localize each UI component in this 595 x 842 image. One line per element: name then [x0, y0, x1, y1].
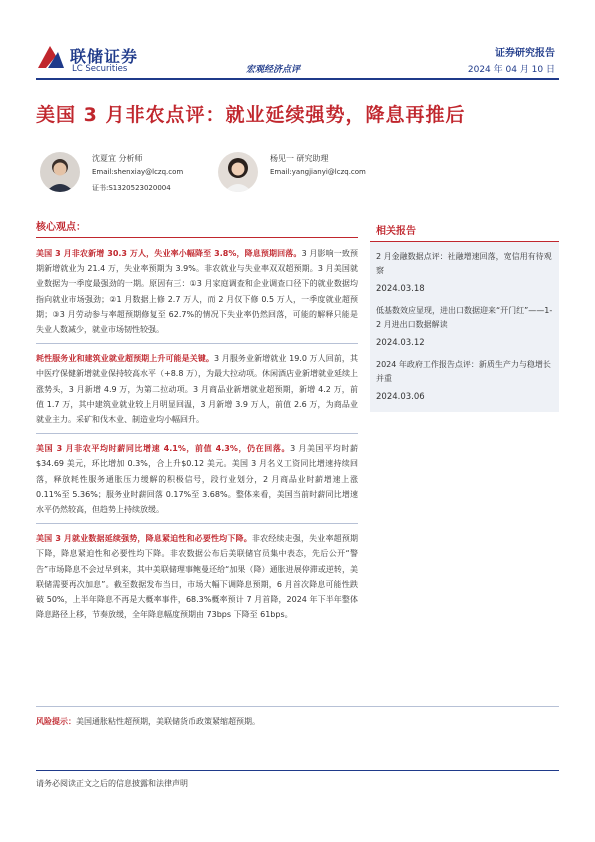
risk-warning: [36, 716, 559, 727]
core-views-section: [36, 218, 358, 622]
analyst-1-name: 沈夏宜 分析师: [92, 154, 143, 163]
risk-warning-lead: 风险提示：: [36, 717, 76, 726]
related-reports-section: [370, 218, 559, 412]
risk-warning-body: 美国通胀粘性超预期，美联储货币政策紧缩超预期。: [76, 717, 260, 726]
report-title: 美国 3 月非农点评：就业延续强势，降息再推后: [36, 104, 466, 126]
analyst-1-avatar: [40, 152, 80, 192]
core-views-rule: [36, 237, 358, 238]
core-paragraph-1-lead: 美国 3 月非农新增 30.3 万人，失业率小幅降至 3.8%，降息预期回落。: [36, 249, 302, 258]
paragraph-divider: [36, 523, 358, 524]
paragraph-divider: [36, 343, 358, 344]
analyst-1-email[interactable]: Email:shenxiay@lczq.com: [92, 168, 184, 176]
analyst-1-cert: 证书:S1320523020004: [92, 184, 171, 192]
footer-divider: [36, 770, 559, 771]
related-reports-box: [370, 218, 559, 412]
core-paragraph-3-lead: 美国 3 月非农平均时薪同比增速 4.1%，前值 4.3%，仍在回落。: [36, 444, 291, 454]
core-paragraph-2-body: 3 月服务业新增就业 19.0 万人回前，其中医疗保健新增就业保持较高水平（+8.8 万），为最大拉动项。休闲酒店业新增就业延续上涨势头，3 月新增 4.9 万，为第二拉动项。3 月商品业新增就业超预期，新增 4.2 万，前值 1.7 万，其中建筑业就业较上月明显回温，3 月新增 3.9 万人，前值 2.6 万，为商品业就业主力。采矿和伐木业、制造业均小幅回升。: [36, 354, 359, 425]
related-report-date: 2024.03.06: [376, 392, 425, 402]
analyst-2-name: 杨见一 研究助理: [270, 154, 329, 163]
core-paragraph-3: [36, 441, 358, 517]
core-paragraph-1-body: 3 月影响一致预期新增就业为 21.4 万，失业率预期为 3.9%。非农就业与失业率双双超预期。3 月美国就业数据为一季度最强劲的一期。原因有三：①3 月家庭调查和企业调查口径下的就业数据均指向就业市场强劲；②1 月数据上修 2.7 万人，而 2 月仅下修 0.5 万人，一季度就业超预期；③3 月劳动参与率超预期修复至 62.7%的情况下失业率仍然回落，可能的解释只能是失业人数减少，就业市场韧性较强。: [36, 249, 358, 335]
core-paragraph-2-lead: 耗性服务业和建筑业就业超预期上升可能是关键。: [36, 354, 215, 364]
report-category: 宏观经济点评: [246, 65, 301, 75]
paragraph-divider: [36, 433, 358, 434]
analyst-2-email[interactable]: Email:yangjianyi@lczq.com: [270, 168, 366, 176]
core-paragraph-4-lead: 美国 3 月就业数据延续强势，降息紧迫性和必要性均下降。: [36, 534, 252, 544]
related-report-date: 2024.03.12: [376, 338, 425, 348]
core-paragraph-2: [36, 351, 358, 427]
related-report-title[interactable]: 2 月金融数据点评：社融增速回落，宽信用有待观察: [376, 252, 552, 275]
core-paragraph-4-body: 非农经续走强，失业率超预期下降，降息紧迫性和必要性均下降。非农数据公布后美联储官员集中表态，先后公开“警告”市场降息不会过早到来，其中美联储理事鲍曼还给“加果（降）通胀进展停滞或逆转，美联储需要再次加息”。截至数据发布当日，市场大幅下调降息预期，6 月首次降息可能性跌破 50%，上半年降息不再是大概率事件，68.3%概率预计 7 月首降，2024 年下半年整体降息路径上移，节奏放缓，全年降息幅度预期由 73bps 下降至 61bps。: [36, 534, 359, 620]
related-reports-heading: 相关报告: [370, 218, 559, 242]
analyst-2-avatar: [218, 152, 258, 192]
company-logo-text: 联储证券: [70, 47, 139, 66]
related-report-title[interactable]: 2024 年政府工作报告点评：新质生产力与稳增长并重: [376, 360, 551, 383]
header-divider: [36, 78, 559, 80]
risk-divider: [36, 706, 559, 707]
related-report-title[interactable]: 低基数效应显现，进出口数据迎来“开门红”——1-2 月进出口数据解读: [376, 306, 553, 329]
related-report-date: 2024.03.18: [376, 284, 425, 294]
core-views-heading: 核心观点：: [36, 222, 86, 233]
company-logo-icon: [36, 42, 66, 72]
company-logo-english: LC Securities: [72, 64, 128, 74]
report-date: 2024 年 04 月 10 日: [467, 65, 555, 75]
core-paragraph-1: [36, 246, 358, 337]
report-type: 证券研究报告: [495, 48, 555, 59]
footer-disclaimer[interactable]: 请务必阅读正文之后的信息披露和法律声明: [36, 779, 188, 788]
core-paragraph-3-body: 3 月美国平均时薪$34.69 美元，环比增加 0.3%，合上升$0.12 美元。美国 3 月名义工资同比增速持续回落，释放耗性服务通胀压力缓解的积极信号，段行业划分，2 月商品业时薪增速上涨 0.11%至 5.36%；服务业时薪回落 0.17%至 3.68%。整体来看，美国当前时薪同比增速水平仍然较高，但趋势上持续放缓。: [36, 444, 358, 515]
core-paragraph-4: [36, 531, 358, 622]
